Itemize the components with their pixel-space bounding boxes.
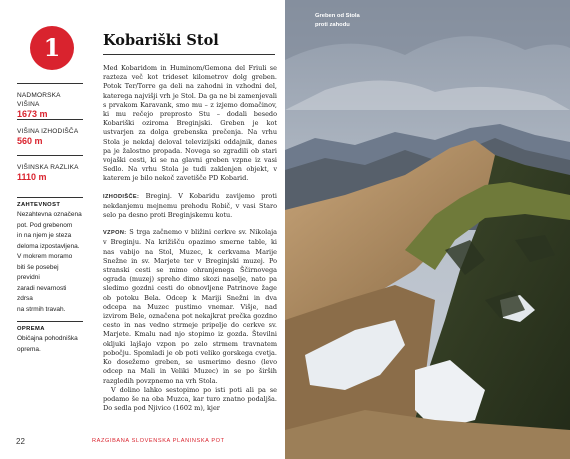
photo-caption <box>315 12 375 30</box>
stat-value: 560 m <box>17 136 43 146</box>
note-equipment <box>17 322 83 355</box>
title-divider <box>103 54 275 55</box>
paragraph-lead: IZHODIŠČE: <box>103 193 140 200</box>
note-line: V mokrem moramo <box>17 253 73 260</box>
stat-label: VIŠINSKA RAZLIKA <box>17 164 79 171</box>
note-text <box>17 334 83 355</box>
stat-value: 1110 m <box>17 172 47 182</box>
paragraph-lead: VZPON: <box>103 230 127 237</box>
paragraph-text: S trga začnemo v bližini cerkve sv. Nikolaja v Breginju. Na križišču opazimo smerne table, ki nas vabijo na Stol, Muzec, k cerkvama Marije Snežne in sv. Marjete ter v Breginjski muzej. Po stranski cesti se mimo ohranjenega Ščirnovega ograda (muzej) spreho dimo skozi naselje, nato pa sledimo gozdni cesti do obnovljene Patrinove žage ob potoku Bela. Odcep k Mariji Snežni in dva odcepa na Muzec pustimo vnemar. Višje, nad izvirom Bele, označena pot nekajkrat prečka gozdno cesto in nas vedno strmeje pripelje do cerkve sv. Marjete. Kmalu nad njo stopimo iz gozda. Številni okljuki lajšajo vzpon po zelo strmem travnatem pobočju. Spomladi je ob poti veliko gorskega cvetja. Ko dosežemo greben, se usmerimo desno (levo odcep na Mali in Veliki Muzec) in se po širših razgledih povzpnemo na vrh Stola. <box>103 228 277 385</box>
note-line: na strmih travah. <box>17 305 66 313</box>
stat-label: VIŠINA IZHODIŠČA <box>17 128 79 135</box>
note-line: deloma izpostavljena. <box>17 242 80 250</box>
page-title: Kobariški Stol <box>103 32 219 49</box>
running-title: RAZGIBANA SLOVENSKA PLANINSKA POT <box>92 438 225 444</box>
body-text <box>103 64 277 421</box>
stat-start-altitude <box>17 120 83 155</box>
note-line: oprema. <box>17 345 41 353</box>
stat-elevation-gain <box>17 156 83 191</box>
note-title: OPREMA <box>17 326 45 332</box>
caption-line: Greben od Stola <box>315 13 360 19</box>
note-line: Nezahtevna označena <box>17 211 82 218</box>
paragraph-text: Breginj. V Kobaridu zavijemo proti nekdanjemu mejnemu prehodu Robič, v vasi Staro selo pa desno proti Breginjskemu kotu. <box>103 191 277 220</box>
note-text <box>17 210 83 315</box>
paragraph <box>103 192 277 221</box>
note-difficulty <box>17 198 83 315</box>
paragraph-text: V dolino lahko sestopimo po isti poti ali pa se podamo še na oba Muzca, kar turo znatno podaljša. Do sedla pod Njivico (1602 m), kjer <box>103 385 277 413</box>
mountain-ridge-photo <box>285 0 570 459</box>
note-line: biti še posebej previdni <box>17 263 59 281</box>
info-sidebar <box>17 83 83 355</box>
paragraph-text: Med Kobaridom in Huminom/Gemona del Friuli se razteza več kot trideset kilometrov dolg greben. Potok Ter/Torre ga deli na zahodni in vzhodni del, katerega najvišji vrh je Stol. Da ga ne bi zamenjevali s prvakom Karavank, smo mu – z izjemo domačinov, ki mu rečejo preprosto Stu – dodali besedo Kobariški oziroma Breginjski. Greben je kot ustvarjen za dolga grebenska prečenja. Na vrhu Stola je nekdaj deloval televizijski oddajnik, danes pa je žalostno propada. Novega so zgradili ob stari vojaški cesti, ki se na glavni greben vzpne iz vasi Sedlo. Na vrhu Stola je tudi zaklenjen objekt, v katerem je bilo nekoč zavetišče PD Kobarid. <box>103 64 277 183</box>
note-line: pot. Pod grebenom <box>17 221 73 229</box>
note-title: ZAHTEVNOST <box>17 202 61 208</box>
paragraph <box>103 228 277 385</box>
note-line: in na njem je steza <box>17 232 72 239</box>
note-line: Običajna pohodniška <box>17 335 78 342</box>
stat-label: NADMORSKA VIŠINA <box>17 92 61 108</box>
paragraph <box>103 386 277 414</box>
stat-value: 1673 m <box>17 109 48 119</box>
caption-line: proti zahodu <box>315 22 350 28</box>
note-line: zaradi nevarnosti zdrsa <box>17 284 67 302</box>
page-number: 22 <box>16 437 25 446</box>
stat-altitude <box>17 84 83 119</box>
paragraph <box>103 64 277 184</box>
right-page <box>285 0 570 459</box>
chapter-badge: 1 <box>30 26 74 70</box>
